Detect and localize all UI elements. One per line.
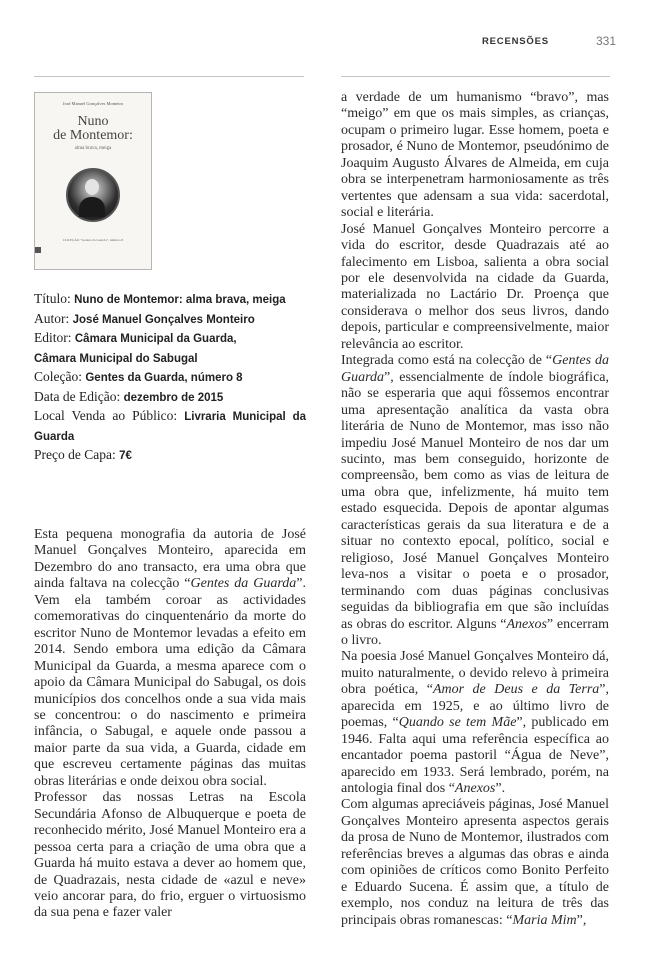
review-right-column	[341, 90, 609, 929]
running-head	[0, 34, 650, 52]
detail-data	[34, 388, 306, 408]
text-run: ” encerram o livro.	[341, 616, 609, 648]
text-run: Integrada como está na colecção de “	[341, 353, 553, 369]
text-run: ”, aparecida em 1925, e ao último livro de poemas, “	[341, 682, 609, 731]
text-run-italic: Quando se tem Mãe	[398, 715, 517, 731]
text-run-italic: Maria Mim	[512, 912, 577, 928]
cover-subtitle: alma brava, meiga	[74, 146, 112, 151]
review-left-column	[34, 527, 306, 922]
left-divider	[34, 76, 304, 77]
detail-local	[34, 407, 306, 446]
text-run-italic: Anexos	[454, 781, 496, 797]
text-run-italic: Amor de Deus e da Terra	[432, 682, 600, 698]
detail-value: Câmara Municipal da Guarda,	[74, 333, 237, 345]
text-run-italic: Gentes da Guarda	[341, 353, 609, 385]
text-run: ”,	[576, 912, 587, 928]
detail-value: Gentes da Guarda, número 8	[85, 372, 243, 384]
cover-collection: COLEÇÃO "Gentes da Guarda", número 8	[62, 238, 124, 242]
detail-value: dezembro de 2015	[123, 391, 224, 404]
book-cover-image	[34, 92, 152, 270]
section-title: RECENSÕES	[482, 36, 549, 47]
paragraph	[341, 353, 609, 649]
detail-titulo	[34, 290, 306, 310]
detail-value: 7€	[119, 450, 132, 462]
paragraph	[34, 527, 306, 790]
right-divider	[341, 76, 610, 77]
page-number: 331	[596, 34, 617, 48]
detail-editor-2	[34, 349, 306, 369]
paragraph	[341, 797, 609, 929]
detail-label: Autor:	[34, 310, 70, 326]
detail-editor	[34, 329, 306, 349]
detail-value: Nuno de Montemor: alma brava, meiga	[74, 294, 286, 306]
detail-value: Livraria Municipal da Guarda	[34, 411, 306, 443]
paragraph	[341, 649, 609, 797]
text-run: ”, publicado em 1946. Falta aqui uma referência específica ao encantador poema pastoril “Água de Neve”, aparecido em 1933. Será lembrado, porém, na antologia final dos “	[341, 715, 609, 797]
detail-label: Preço de Capa:	[34, 447, 116, 462]
cover-title-line2: de Montemor:	[53, 128, 133, 143]
paragraph: Professor das nossas Letras na Escola Secundária Afonso de Albuquerque e poeta de reconhecido mérito, José Manuel Monteiro era a pessoa certa para a criação de uma obra que a Guarda há muito estava a dever ao homem que, de Quadrazais, nesta cidade de «azul e neve» veio ancorar para, do frio, erguer o virtuosismo da sua pena e fazer valer	[34, 790, 306, 921]
detail-colecao	[34, 368, 306, 388]
detail-label: Data de Edição:	[34, 388, 121, 404]
text-run-italic: Gentes da Guarda	[190, 576, 297, 592]
detail-value: Câmara Municipal do Sabugal	[34, 352, 198, 365]
detail-autor	[34, 310, 306, 330]
cover-edge-mark	[35, 247, 41, 253]
book-details	[34, 290, 306, 466]
text-run: ”.	[495, 781, 506, 797]
detail-label: Título:	[34, 291, 71, 306]
text-run: Na poesia José Manuel Gonçalves Monteiro dá, muito naturalmente, o devido relevo à primeira obra poética, “	[341, 649, 609, 698]
cover-title	[35, 115, 151, 143]
paragraph: José Manuel Gonçalves Monteiro percorre a vida do escritor, desde Quadrazais até ao falecimento em Lisboa, salienta a obra social por ele desenvolvida na cidade da Guarda, materializada no Lactário Dr. Proença que considerava o melhor dos seus livros, dando depois, particular e compreensivelmente, maior relevância ao escritor.	[341, 221, 609, 352]
detail-preco	[34, 446, 306, 466]
detail-label: Editor:	[34, 330, 72, 345]
text-run: Esta pequena monografia da autoria de José Manuel Gonçalves Monteiro, aparecida em Dezembro do ano transacto, era uma obra que ainda faltava na colecção “	[34, 527, 306, 592]
detail-label: Local Venda ao Público:	[34, 408, 178, 423]
text-run: ”, essencialmente de índole biográfica, não se esperaria que aqui fôssemos encontrar uma apresentação analítica da vasta obra literária de Nuno de Montemor, mas isso não impediu José Manuel Monteiro de nos dar um sucinto, mas bem conseguido, horizonte de compreensão, bem como as vias de leitura de uma obra que, infelizmente, há muito tem estado esquecida. Depois de apontar algumas características gerais da sua literatura e de a situar no contexto epocal, político, social e religioso, José Manuel Gonçalves Monteiro leva-nos a visitar o poeta e o prosador, terminando com duas páginas conclusivas seguidas da bibliografia em que são incluídas as obras do escritor. Alguns “	[341, 369, 609, 632]
text-run-italic: Anexos	[506, 616, 547, 632]
cover-portrait	[66, 168, 120, 222]
cover-author: José Manuel Gonçalves Monteiro	[62, 101, 124, 106]
detail-value: José Manuel Gonçalves Monteiro	[72, 313, 255, 326]
text-run: ”. Vem ela também coroar as actividades comemorativas do cinquentenário da morte do escritor Nuno de Montemor levadas a efeito em 2014. Sendo embora uma edição da Câmara Municipal da Guarda, a mesma aparece com o apoio da Câmara Municipal do Sabugal, os dois municípios dos concelhos onde a sua vida mais se concentrou: o do nascimento e primeira infância, o Sabugal, e aquele onde passou a maior parte da sua vida, a Guarda, cidade em que escreveu certamente páginas das muitas obras literárias e onde deixou obra social.	[34, 576, 306, 789]
paragraph: a verdade de um humanismo “bravo”, mas “meigo” em que os mais simples, as crianças, ocupam o primeiro lugar. Esse homem, poeta e prosador, é Nuno de Montemor, pseudónimo de Joaquim Augusto Álvares de Almeida, em cuja obra se interpenetram harmoniosamente as três vertentes que adensam a sua vida: sacerdotal, social e literária.	[341, 90, 609, 221]
text-run: Com algumas apreciáveis páginas, José Manuel Gonçalves Monteiro apresenta aspectos gerais da prosa de Nuno de Montemor, ilustrados com referências breves a algumas das obras e ainda com opiniões de críticos como Bonito Perfeito e Eduardo Sucena. É assim que, a título de exemplo, nos conduz na leitura de três das principais obras romanescas: “	[341, 797, 609, 928]
cover-title-line1: Nuno	[77, 114, 109, 129]
detail-label: Coleção:	[34, 369, 82, 384]
